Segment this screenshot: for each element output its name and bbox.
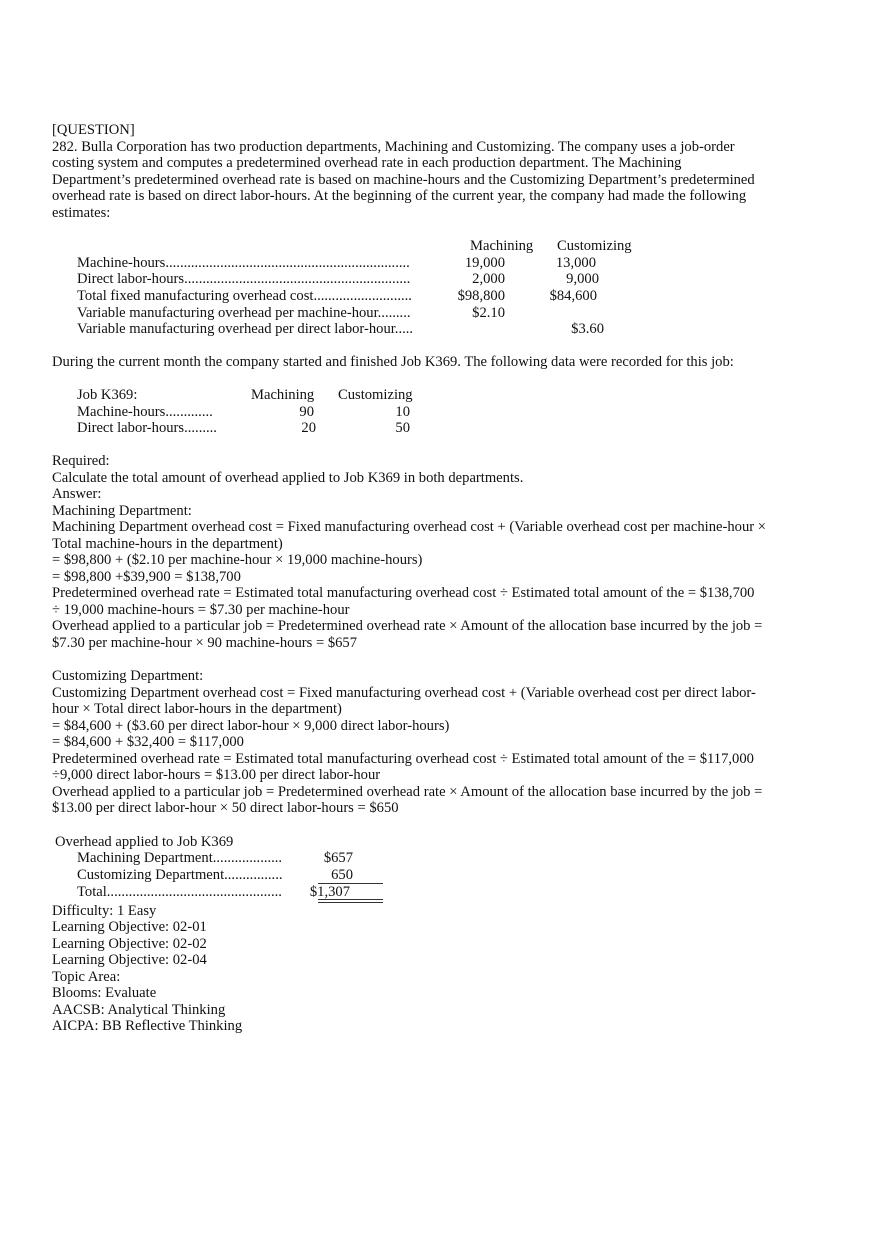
- machining-line: Machining Department overhead cost = Fixed manufacturing overhead cost + (Variable overhead cost per machine-hour ×: [52, 519, 766, 535]
- meta-learning-objective: Learning Objective: 02-01: [52, 919, 207, 935]
- estimates-cell: 2,000: [472, 271, 505, 287]
- customizing-line: Predetermined overhead rate = Estimated total manufacturing overhead cost ÷ Estimated total amount of the = $117,000: [52, 751, 754, 767]
- estimates-row-label: Variable manufacturing overhead per direct labor-hour.....: [77, 321, 414, 337]
- job-row-label: Direct labor-hours.........: [77, 420, 217, 436]
- summary-value: $657: [323, 850, 353, 866]
- job-row-label: Machine-hours.............: [77, 404, 213, 420]
- meta-blooms: Blooms: Evaluate: [52, 985, 157, 1001]
- estimates-header-customizing: Customizing: [557, 238, 632, 254]
- estimates-row-label: Total fixed manufacturing overhead cost...........................: [77, 288, 412, 304]
- meta-difficulty: Difficulty: 1 Easy: [52, 903, 157, 919]
- estimates-cell: 13,000: [555, 255, 596, 271]
- job-cell: 10: [395, 404, 410, 420]
- job-cell: 90: [299, 404, 314, 420]
- total-double-rule-bottom: [318, 902, 383, 903]
- customizing-line: Customizing Department overhead cost = Fixed manufacturing overhead cost + (Variable overhead cost per direct labor-: [52, 685, 756, 701]
- job-cell: 50: [395, 420, 410, 436]
- estimates-cell: $3.60: [571, 321, 604, 337]
- machining-heading: Machining Department:: [52, 503, 192, 519]
- estimates-row-label: Direct labor-hours..............................................................: [77, 271, 411, 287]
- estimates-header-machining: Machining: [470, 238, 534, 254]
- estimates-row-label: Machine-hours...................................................................: [77, 255, 410, 271]
- meta-aacsb: AACSB: Analytical Thinking: [52, 1002, 226, 1018]
- estimates-row-label: Variable manufacturing overhead per machine-hour.........: [77, 305, 411, 321]
- question-tag: [QUESTION]: [52, 122, 135, 138]
- job-cell: 20: [301, 420, 316, 436]
- answer-label: Answer:: [52, 486, 102, 502]
- machining-line: $7.30 per machine-hour × 90 machine-hours = $657: [52, 635, 358, 651]
- estimates-cell: $84,600: [549, 288, 597, 304]
- summary-value: 650: [331, 867, 353, 883]
- meta-learning-objective: Learning Objective: 02-02: [52, 936, 207, 952]
- total-double-rule-top: [318, 899, 383, 900]
- question-intro-line: Department’s predetermined overhead rate is based on machine-hours and the Customizing Department’s predetermined: [52, 172, 755, 188]
- customizing-heading: Customizing Department:: [52, 668, 204, 684]
- summary-row-label: Customizing Department................: [77, 867, 283, 883]
- question-intro-line: estimates:: [52, 205, 111, 221]
- job-intro: During the current month the company started and finished Job K369. The following data were recorded for this job:: [52, 354, 734, 370]
- meta-aicpa: AICPA: BB Reflective Thinking: [52, 1018, 243, 1034]
- machining-line: Predetermined overhead rate = Estimated total manufacturing overhead cost ÷ Estimated total amount of the = $138,700: [52, 585, 755, 601]
- estimates-cell: $2.10: [472, 305, 505, 321]
- machining-line: = $98,800 + ($2.10 per machine-hour × 19,000 machine-hours): [52, 552, 423, 568]
- question-intro-line: overhead rate is based on direct labor-hours. At the beginning of the current year, the company had made the following: [52, 188, 747, 204]
- required-text: Calculate the total amount of overhead applied to Job K369 in both departments.: [52, 470, 524, 486]
- estimates-cell: 9,000: [566, 271, 599, 287]
- job-header-customizing: Customizing: [338, 387, 413, 403]
- summary-total-value: $1,307: [309, 884, 350, 900]
- estimates-cell: $98,800: [457, 288, 505, 304]
- job-header-machining: Machining: [251, 387, 315, 403]
- customizing-line: = $84,600 + ($3.60 per direct labor-hour × 9,000 direct labor-hours): [52, 718, 450, 734]
- machining-line: = $98,800 +$39,900 = $138,700: [52, 569, 241, 585]
- machining-line: Total machine-hours in the department): [52, 536, 283, 552]
- required-label: Required:: [52, 453, 110, 469]
- job-table-title: Job K369:: [77, 387, 138, 403]
- customizing-line: $13.00 per direct labor-hour × 50 direct labor-hours = $650: [52, 800, 399, 816]
- customizing-line: Overhead applied to a particular job = Predetermined overhead rate × Amount of the allocation base incurred by the job =: [52, 784, 763, 800]
- machining-line: Overhead applied to a particular job = Predetermined overhead rate × Amount of the allocation base incurred by the job =: [52, 618, 763, 634]
- customizing-line: ÷9,000 direct labor-hours = $13.00 per direct labor-hour: [52, 767, 381, 783]
- machining-line: ÷ 19,000 machine-hours = $7.30 per machine-hour: [52, 602, 350, 618]
- meta-topic-area: Topic Area:: [52, 969, 121, 985]
- meta-learning-objective: Learning Objective: 02-04: [52, 952, 207, 968]
- summary-row-label: Machining Department...................: [77, 850, 283, 866]
- question-intro-line: 282. Bulla Corporation has two production departments, Machining and Customizing. The company uses a job-order: [52, 139, 735, 155]
- summary-row-label: Total................................................: [77, 884, 282, 900]
- customizing-line: hour × Total direct labor-hours in the department): [52, 701, 342, 717]
- question-intro-line: costing system and computes a predetermined overhead rate in each production department. The Machining: [52, 155, 682, 171]
- summary-title: Overhead applied to Job K369: [55, 834, 234, 850]
- estimates-cell: 19,000: [464, 255, 505, 271]
- customizing-line: = $84,600 + $32,400 = $117,000: [52, 734, 244, 750]
